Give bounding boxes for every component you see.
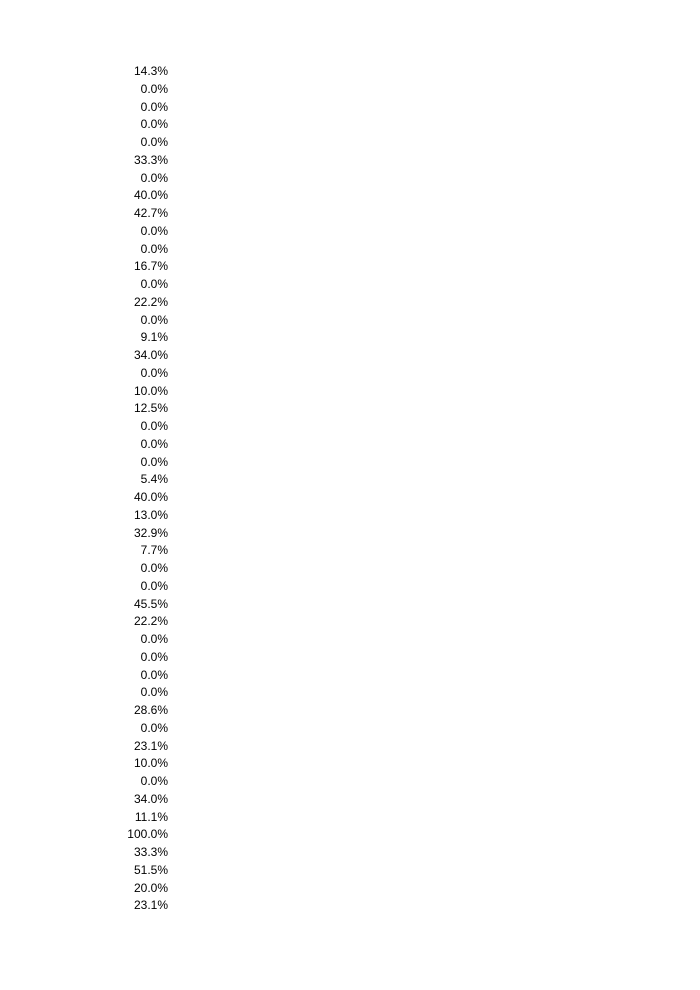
percentage-cell: 0.0% [140,419,168,433]
percentage-cell: 0.0% [140,649,168,664]
percentage-cell: 14.3% [133,64,168,78]
percentage-cell: 0.0% [140,667,168,682]
percentage-cell: 20.0% [133,880,168,895]
percentage-cell: 10.0% [133,756,168,771]
percentage-cell: 0.0% [140,223,168,238]
percentage-cell: 23.1% [133,738,168,753]
percentage-cell: 0.0% [140,561,168,575]
percentage-cell: 23.1% [133,898,168,913]
percentage-cell: 40.0% [133,188,168,203]
percentage-cell: 42.7% [133,206,168,220]
percentage-cell: 0.0% [140,632,168,646]
percentage-cell: 13.0% [133,507,168,522]
percentage-cell: 0.0% [140,277,168,291]
percentage-cell: 33.3% [133,152,168,167]
percentage-cell: 0.0% [140,685,168,700]
percentage-cell: 34.0% [133,348,168,362]
percentage-cell: 0.0% [140,436,168,451]
percentage-cell: 33.3% [133,845,168,859]
percentage-cell: 40.0% [133,490,168,504]
percentage-cell: 10.0% [133,383,168,398]
percentage-cell: 0.0% [140,170,168,185]
percentage-cell: 0.0% [140,774,168,788]
percentage-cell: 32.9% [133,525,168,540]
percentage-cell: 28.6% [133,703,168,717]
percentage-cell: 0.0% [140,99,168,114]
percentage-cell: 0.0% [140,117,168,132]
percentage-cell: 12.5% [133,401,168,416]
percentage-cell: 7.7% [140,543,168,558]
percentage-cell: 22.2% [133,614,168,629]
percentage-cell: 0.0% [140,365,168,380]
percentage-cell: 51.5% [133,862,168,877]
percentage-cell: 45.5% [133,596,168,611]
percentage-cell: 16.7% [133,259,168,274]
percentage-column [100,63,168,915]
percentage-cell: 0.0% [140,454,168,469]
percentage-cell: 5.4% [140,472,168,487]
percentage-cell: 0.0% [140,81,168,96]
percentage-cell: 0.0% [140,241,168,256]
percentage-cell: 0.0% [140,720,168,735]
percentage-cell: 22.2% [133,294,168,309]
percentage-cell: 11.1% [134,809,168,824]
percentage-cell: 0.0% [140,578,168,593]
percentage-cell: 34.0% [133,791,168,806]
percentage-cell: 9.1% [140,330,168,345]
percentage-cell: 100.0% [127,827,168,842]
percentage-cell: 0.0% [140,135,168,149]
percentage-cell: 0.0% [140,312,168,327]
